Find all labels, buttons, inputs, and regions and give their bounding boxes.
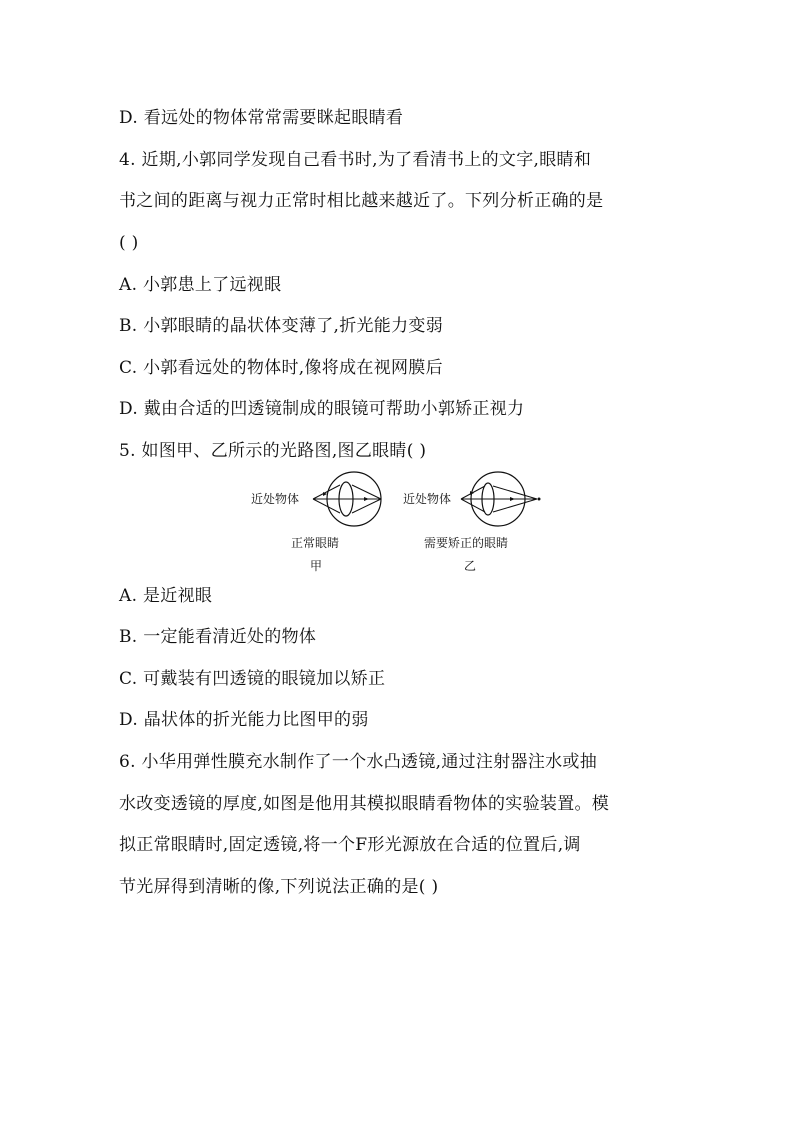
option-c-q4: C. 小郭看远处的物体时,像将成在视网膜后 — [119, 358, 443, 378]
option-d-q4: D. 戴由合适的凹透镜制成的眼镜可帮助小郭矫正视力 — [119, 399, 525, 419]
left-ray-upper-out — [352, 485, 381, 499]
option-d-q3: D. 看远处的物体常常需要眯起眼睛看 — [119, 108, 404, 128]
question-4-line-1: 4. 近期,小郭同学发现自己看书时,为了看清书上的文字,眼睛和 — [119, 150, 592, 170]
left-ray-lower-out — [352, 499, 381, 513]
right-object-label: 近处物体 — [403, 492, 452, 506]
left-tag: 甲 — [310, 559, 323, 573]
option-b-q5: B. 一定能看清近处的物体 — [119, 627, 317, 647]
question-6-line-3: 拟正常眼睛时,固定透镜,将一个F形光源放在合适的位置后,调 — [119, 835, 581, 855]
eye-ray-diagram — [245, 468, 555, 578]
question-4-answer-blank: ( ) — [119, 233, 139, 253]
option-b-q4: B. 小郭眼睛的晶状体变薄了,折光能力变弱 — [119, 316, 444, 336]
option-c-q5: C. 可戴装有凹透镜的眼镜加以矫正 — [119, 669, 386, 689]
right-caption: 需要矫正的眼睛 — [424, 536, 509, 550]
option-a-q5: A. 是近视眼 — [119, 586, 213, 606]
right-focus-point — [538, 498, 541, 501]
question-6-line-2: 水改变透镜的厚度,如图是他用其模拟眼睛看物体的实验装置。模 — [119, 794, 610, 814]
option-d-q5: D. 晶状体的折光能力比图甲的弱 — [119, 710, 369, 730]
left-object-label: 近处物体 — [251, 492, 300, 506]
question-6-line-1: 6. 小华用弹性膜充水制作了一个水凸透镜,通过注射器注水或抽 — [119, 752, 598, 772]
right-ray-arrow — [510, 497, 515, 501]
right-ray-lower-out — [493, 499, 537, 512]
eye-ray-diagram-svg — [245, 468, 555, 578]
question-6-line-4: 节光屏得到清晰的像,下列说法正确的是( ) — [119, 877, 439, 897]
left-ray-arrow — [364, 497, 369, 501]
question-5-line-1: 5. 如图甲、乙所示的光路图,图乙眼睛( ) — [119, 441, 427, 461]
question-4-line-2: 书之间的距离与视力正常时相比越来越近了。下列分析正确的是 — [119, 191, 604, 211]
right-tag: 乙 — [464, 559, 477, 573]
left-caption: 正常眼睛 — [291, 536, 340, 550]
option-a-q4: A. 小郭患上了远视眼 — [119, 275, 282, 295]
right-ray-upper-out — [493, 486, 537, 499]
